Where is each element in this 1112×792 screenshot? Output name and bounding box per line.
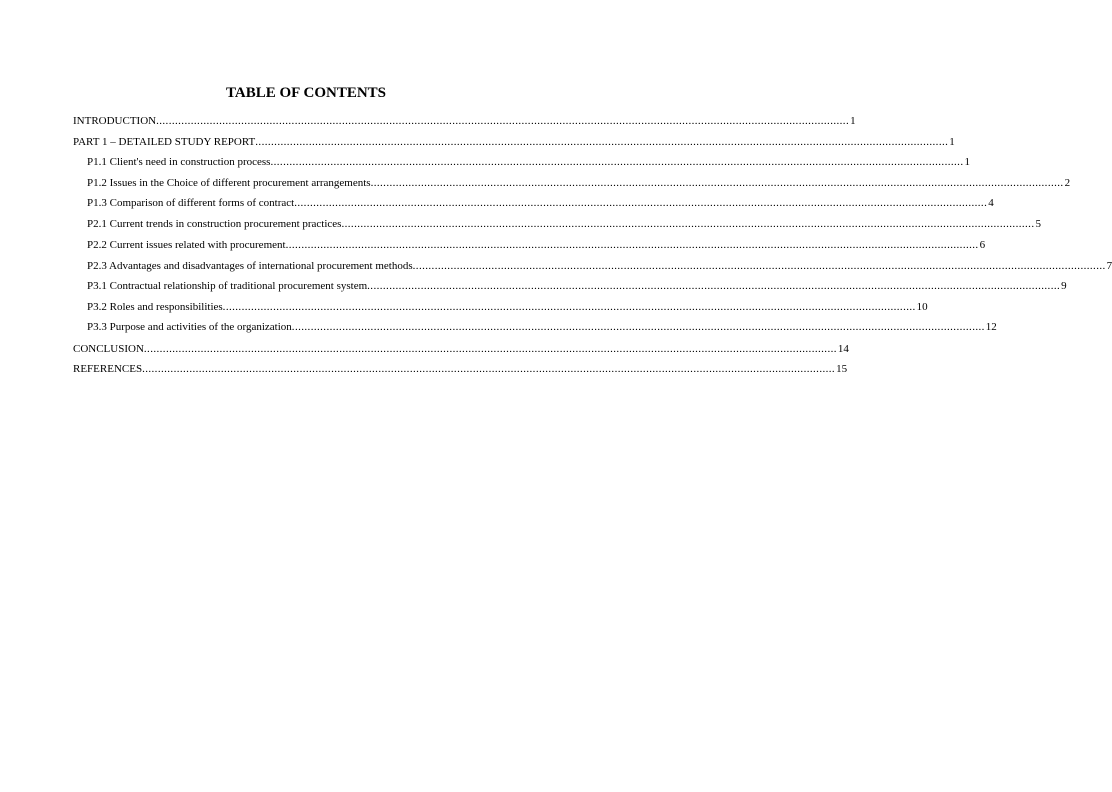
toc-entry-references[interactable]: [73, 362, 848, 376]
toc-entry-label: P2.1 Current trends in construction procurement practices: [87, 218, 342, 230]
toc-entry-p2-3[interactable]: [87, 259, 1112, 273]
toc-entry-label: P3.1 Contractual relationship of traditional procurement system: [87, 280, 368, 292]
toc-entry-label: P2.2 Current issues related with procurement: [87, 239, 286, 251]
toc-entry-p1-3[interactable]: [87, 196, 994, 210]
toc-entry-page-number: 1: [850, 115, 856, 127]
dot-leader: ............................................................................................................................................................................................................................: [222, 301, 916, 313]
toc-entry-p3-1[interactable]: [87, 279, 1067, 293]
dot-leader: ............................................................................................................................................................................................................................: [367, 280, 1061, 292]
toc-entry-label: P2.3 Advantages and disadvantages of international procurement methods: [87, 260, 413, 272]
toc-entry-label: P1.1 Client's need in construction process: [87, 156, 271, 168]
toc-entry-page-number: 1: [964, 156, 970, 168]
toc-entry-label: P1.3 Comparison of different forms of contract: [87, 197, 295, 209]
dot-leader: ............................................................................................................................................................................................................................: [143, 343, 837, 355]
toc-entry-page-number: 12: [985, 321, 997, 333]
toc-entry-label: P3.3 Purpose and activities of the organization: [87, 321, 292, 333]
dot-leader: ............................................................................................................................................................................................................................: [270, 156, 964, 168]
dot-leader: ............................................................................................................................................................................................................................: [370, 177, 1064, 189]
dot-leader: ............................................................................................................................................................................................................................: [285, 239, 979, 251]
dot-leader: ............................................................................................................................................................................................................................: [142, 363, 836, 375]
toc-entry-page-number: 7: [1106, 260, 1112, 272]
toc-title: TABLE OF CONTENTS: [225, 85, 387, 101]
toc-entry-p2-1[interactable]: [87, 217, 1041, 231]
toc-entry-part-1[interactable]: [73, 135, 955, 149]
toc-entry-p2-2[interactable]: [87, 238, 986, 252]
toc-entry-label: CONCLUSION: [73, 343, 144, 355]
dot-leader: ............................................................................................................................................................................................................................: [156, 115, 850, 127]
toc-entry-label: INTRODUCTION: [73, 115, 157, 127]
toc-entry-page-number: 6: [979, 239, 986, 251]
toc-entry-introduction[interactable]: [73, 114, 856, 128]
toc-entry-p3-2[interactable]: [87, 300, 928, 314]
toc-entry-label: REFERENCES: [73, 363, 143, 375]
toc-entry-label: P1.2 Issues in the Choice of different procurement arrangements: [87, 177, 371, 189]
toc-entry-label: PART 1 – DETAILED STUDY REPORT: [73, 136, 256, 148]
toc-entry-page-number: 4: [988, 197, 994, 209]
toc-entry-p3-3[interactable]: [87, 320, 997, 334]
toc-entry-label: P3.2 Roles and responsibilities: [87, 301, 223, 313]
toc-entry-page-number: 9: [1061, 280, 1067, 292]
toc-entry-page-number: 14: [837, 343, 849, 355]
dot-leader: ............................................................................................................................................................................................................................: [255, 136, 949, 148]
toc-entry-page-number: 1: [949, 136, 955, 148]
toc-entry-page-number: 2: [1064, 177, 1071, 189]
toc-entry-page-number: 5: [1035, 218, 1041, 230]
dot-leader: ............................................................................................................................................................................................................................: [412, 260, 1106, 272]
toc-entry-p1-2[interactable]: [87, 176, 1071, 190]
toc-entry-p1-1[interactable]: [87, 155, 970, 169]
toc-entry-page-number: 15: [836, 363, 848, 375]
dot-leader: ............................................................................................................................................................................................................................: [341, 218, 1035, 230]
toc-entry-conclusion[interactable]: [73, 342, 849, 356]
dot-leader: ............................................................................................................................................................................................................................: [291, 321, 985, 333]
toc-entry-page-number: 10: [916, 301, 928, 313]
dot-leader: ............................................................................................................................................................................................................................: [294, 197, 988, 209]
